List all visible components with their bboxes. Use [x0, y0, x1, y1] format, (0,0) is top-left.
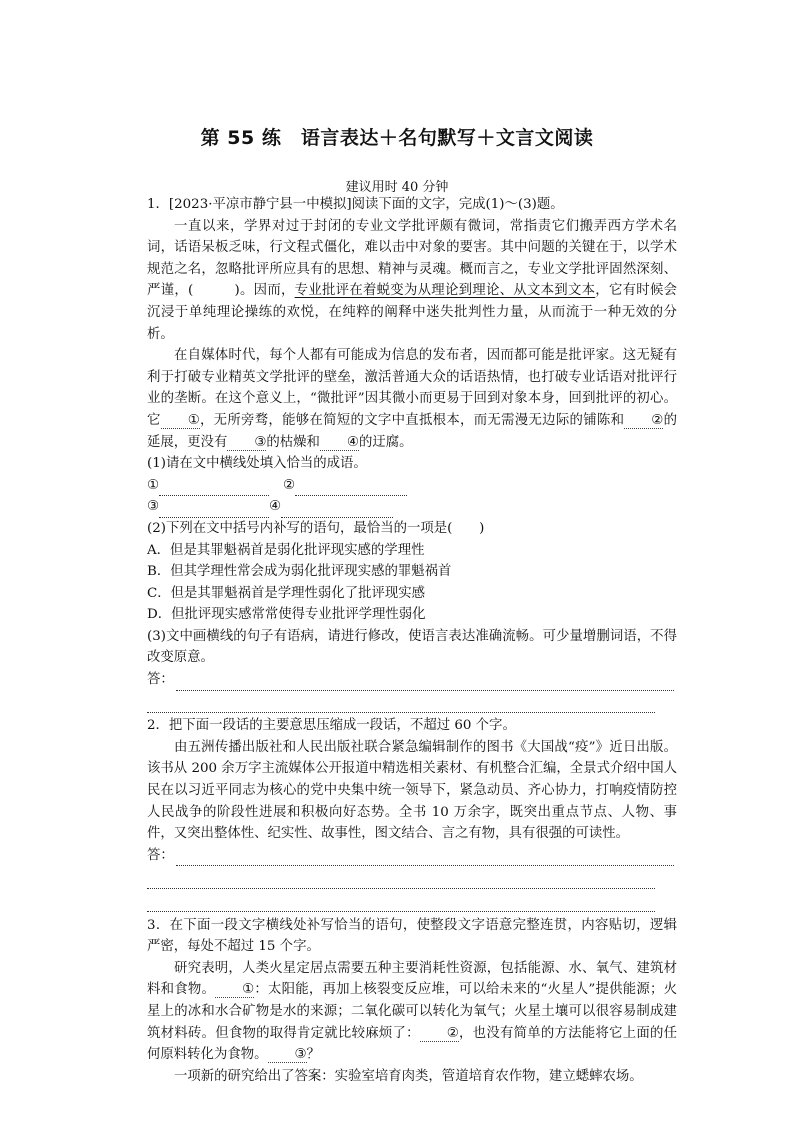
- q1-p1-text-a: 一直以来，学界对过于封闭的专业文学批评颇有微词，常指责它们搬弄西方学术名词，话语呆板乏味，行文程式僵化，难以击中对象的要害。其中问题的关键在于，以学术规范之名，忽略批评所应具有的思想、精神与灵魂。概而言之，专业文学批评固然深刻、严谨，( )。因而，: [147, 218, 677, 299]
- option-a-text: A．但是其罪魁祸首是弱化批评现实感的学理性: [147, 542, 425, 558]
- page-title: 第 55 练 语言表达＋名句默写＋文言文阅读: [200, 127, 594, 149]
- q1-answer-row-1: [147, 475, 677, 497]
- q1-p2-text-b: ，无所旁骛，能够在简短的文字中直抵根本，而无需漫无边际的铺陈和: [199, 412, 625, 428]
- q2-answer-area: [147, 845, 677, 867]
- option-a[interactable]: [147, 540, 677, 562]
- q1-answer-area: [147, 669, 677, 691]
- q1-p1-text-b: ，它有时候会沉浸于单纯理论操练的欢悦，在纯粹的阐释中迷失批判性力量，从而流于一种无效的分析。: [147, 283, 678, 342]
- q3-p1-text-d: ？: [306, 1047, 320, 1063]
- q1-answer-row-2: [147, 496, 677, 518]
- answer-blank-2[interactable]: [295, 481, 407, 496]
- q3-p1-text-a: 研究表明，人类火星定居点需要五种主要消耗性资源，包括能源、水、氧气、建筑材料和食物。: [147, 960, 677, 998]
- q3-passage-paragraph-1: [147, 958, 677, 1066]
- q2-answer-line-1[interactable]: [176, 851, 674, 866]
- q1-answer-line-1[interactable]: [176, 676, 674, 691]
- answer-blank-4[interactable]: [281, 503, 393, 518]
- q1-heading-text: 1．[2023·平凉市静宁县一中模拟]阅读下面的文字，完成(1)～(3)题。: [147, 197, 564, 212]
- option-c-text: C．但是其罪魁祸首是学理性弱化了批评现实感: [147, 585, 426, 601]
- q1-sub1-text: (1)请在文中横线处填入恰当的成语。: [147, 456, 367, 472]
- option-d-text: D．但批评现实感常常使得专业批评学理性弱化: [147, 607, 426, 623]
- q3-blank-1[interactable]: ①: [215, 983, 254, 998]
- question-content: [147, 194, 677, 1087]
- answer-blank-1[interactable]: [159, 481, 269, 496]
- q3-p2-text: 一项新的研究给出了答案：实验室培育肉类，管道培育农作物，建立蟋蟀农场。: [174, 1068, 643, 1084]
- option-b[interactable]: [147, 561, 677, 583]
- q1-sub-question-3: [147, 626, 677, 669]
- answer-marker-4: ④: [269, 499, 282, 515]
- option-b-text: B．但其学理性常会成为弱化批评现实感的罪魁祸首: [147, 564, 452, 580]
- answer-label: 答：: [147, 847, 174, 863]
- q1-blank-3[interactable]: ③: [227, 436, 266, 451]
- suggested-time: 建议用时 40 分钟: [345, 180, 449, 195]
- q1-blank-2[interactable]: ②: [624, 414, 663, 429]
- q1-p2-text-a: 在自媒体时代，每个人都有可能成为信息的发布者，因而都可能是批评家。这无疑有利于打破专业精英文学批评的壁垒，激活普通大众的话语热情，也打破专业话语对批评行业的垄断。在这个意义上，“微批评”因其微小而更易于回到对象本身，回到批评的初心。它: [147, 348, 677, 428]
- option-c[interactable]: [147, 583, 677, 605]
- q3-blank-2[interactable]: ②: [420, 1027, 459, 1042]
- q1-answer-line-2[interactable]: [147, 691, 655, 714]
- q3-heading: [147, 915, 677, 958]
- q1-p2-text-e: 的迂腐。: [358, 434, 413, 450]
- q3-p1-text-c: ，也没有简单的方法能将它上面的任何原料转化为食物。: [147, 1025, 678, 1063]
- q3-passage-paragraph-2: [147, 1066, 677, 1088]
- q2-passage-text: 由五洲传播出版社和人民出版社联合紧急编辑制作的图书《大国战“疫”》近日出版。该书从 200 余万字主流媒体公开报道中精选相关素材、有机整合汇编，全景式介绍中国人民在以习近平同志为核心的党中央集中统一领导下，紧急动员、齐心协力，打响疫情防控人民战争的阶段性进展和积极向好态势。全书 10 万余字，既突出重点节点、人物、事件，又突出整体性、纪实性、故事性，图文结合、言之有物，具有很强的可读性。: [147, 739, 677, 842]
- q1-sub2-text: (2)下列在文中括号内补写的语句，最恰当的一项是( ): [147, 520, 485, 536]
- answer-marker-1: ①: [147, 477, 160, 493]
- answer-blank-3[interactable]: [159, 503, 269, 518]
- q1-passage-paragraph-2: [147, 345, 677, 453]
- answer-marker-2: ②: [283, 477, 296, 493]
- q1-p2-text-c: 的延展，更没有: [147, 412, 677, 450]
- option-d[interactable]: [147, 604, 677, 626]
- q1-p2-text-d: 的枯燥和: [266, 434, 320, 450]
- q1-sub-question-1: [147, 453, 677, 475]
- q1-underlined-sentence: 专业批评在着蜕变为从理论到理论、从文本到文本: [294, 283, 596, 299]
- q2-answer-line-3[interactable]: [147, 889, 655, 912]
- q2-answer-line-2[interactable]: [147, 866, 655, 889]
- q1-sub-question-2: [147, 518, 677, 540]
- q1-passage-paragraph-1: [147, 216, 677, 346]
- q1-heading: [147, 194, 677, 216]
- q3-blank-3[interactable]: ③: [268, 1048, 307, 1063]
- q1-blank-4[interactable]: ④: [320, 436, 359, 451]
- q1-sub3-text: (3)文中画横线的句子有语病，请进行修改，使语言表达准确流畅。可少量增删词语，不得改变原意。: [147, 628, 677, 666]
- answer-label: 答：: [147, 672, 174, 688]
- q2-passage: [147, 737, 677, 845]
- q2-heading: [147, 715, 677, 737]
- q3-heading-text: 3．在下面一段文字横线处补写恰当的语句，使整段文字语意完整连贯，内容贴切，逻辑严密，每处不超过 15 个字。: [147, 917, 677, 955]
- q3-p1-text-b: ：太阳能，再加上核裂变反应堆，可以给未来的“火星人”提供能源；火星上的冰和水合矿物是水的来源；二氧化碳可以转化为氧气；火星土壤可以很容易制成建筑材料砖。但食物的取得肯定就比较麻烦了：: [147, 982, 677, 1041]
- q2-heading-text: 2．把下面一段话的主要意思压缩成一段话，不超过 60 个字。: [147, 718, 516, 734]
- answer-marker-3: ③: [147, 499, 160, 515]
- q1-blank-1[interactable]: ①: [161, 414, 200, 429]
